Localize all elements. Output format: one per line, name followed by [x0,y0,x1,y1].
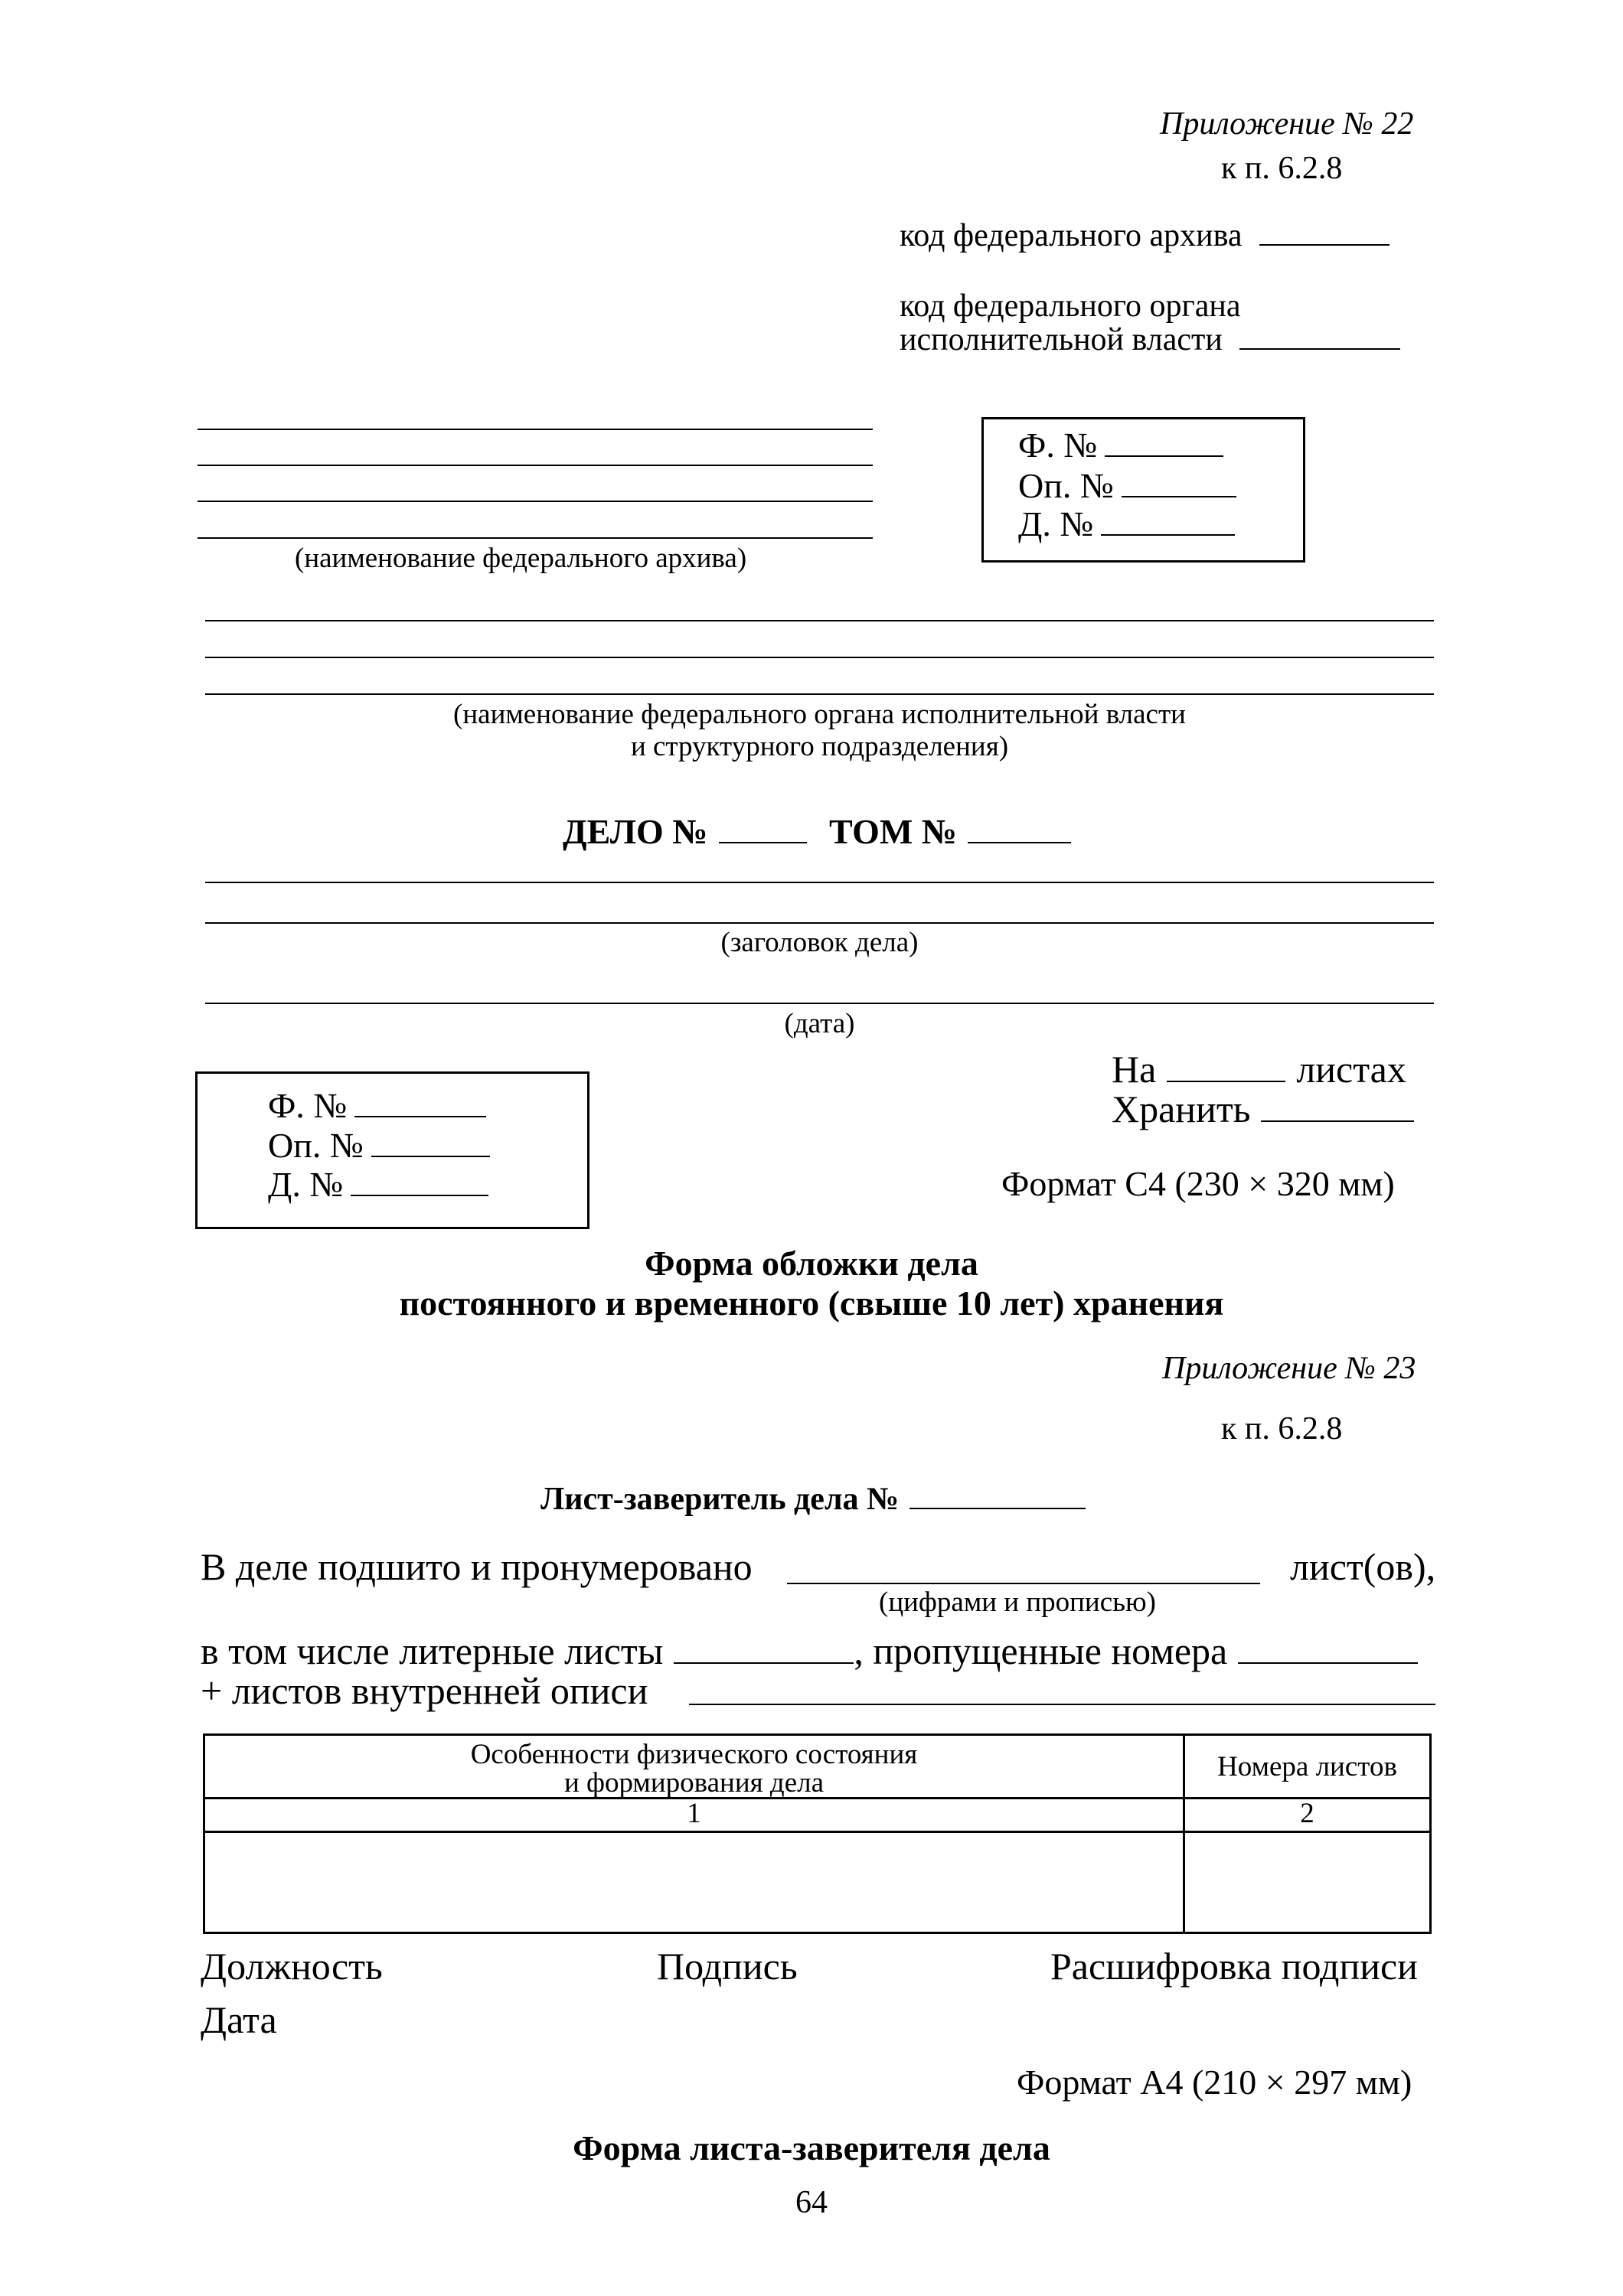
organ-code-label-line2: исполнительной власти [900,322,1223,357]
archive-name-line [198,501,873,502]
sheets-unit-label: лист(ов), [1290,1545,1436,1588]
appendix-23-title: Приложение № 23 [1162,1351,1416,1386]
case-title-line [205,882,1434,883]
archive-name-line [198,537,873,539]
volume-number-label: ТОМ № [829,812,958,851]
case-title-line [205,922,1434,924]
position-label: Должность [201,1945,383,1988]
archive-code-blank [1259,244,1390,246]
delo-blank [351,1195,488,1196]
table-header-sheet-numbers: Номера листов [1184,1735,1431,1799]
certifier-form-caption: Форма листа-заверителя дела [573,2128,1050,2167]
bottom-stamp-delo [268,1164,488,1205]
table-header-row [204,1735,1431,1799]
organ-code-field [900,321,1400,358]
signature-decoding-label: Расшифровка подписи [1050,1945,1418,1988]
certifier-number-blank [909,1508,1086,1509]
sewn-numbered-label: В деле подшито и пронумеровано [201,1545,753,1588]
organ-name-caption-line2: и структурного подразделения) [630,731,1009,762]
archive-name-caption: (наименование федерального архива) [295,543,747,574]
top-stamp-fond [1018,425,1223,465]
sheets-on-label: На [1112,1048,1157,1091]
table-row [204,1832,1431,1933]
features-header-line1: Особенности физического состояния [470,1739,918,1770]
case-number-blank [719,842,807,843]
archive-code-field [900,217,1390,254]
literal-sheets-field [201,1629,1418,1673]
opis-label: Оп. № [268,1126,364,1165]
opis-blank [1122,496,1236,497]
format-c4: Формат С4 (230 × 320 мм) [1001,1164,1395,1203]
cover-form-caption-line2: постоянного и временного (свыше 10 лет) хранения [399,1283,1224,1322]
cover-form-caption-line1: Форма обложки дела [645,1244,978,1283]
signature-label: Подпись [657,1945,798,1988]
archive-name-line [198,429,873,430]
top-stamp-delo [1018,504,1235,544]
missing-numbers-blank [1238,1662,1418,1664]
delo-label: Д. № [1018,504,1094,543]
case-title-caption: (заголовок дела) [720,927,919,958]
inventory-sheets-blank [689,1704,1435,1705]
fond-label: Ф. № [268,1086,348,1125]
table-column-number-2: 2 [1184,1799,1431,1832]
fond-blank [1105,455,1223,457]
appendix-22-title: Приложение № 22 [1160,106,1414,142]
fond-label: Ф. № [1018,426,1098,465]
features-header-line2: и формирования дела [563,1767,825,1799]
fond-blank [354,1116,486,1117]
appendix-23-ref: к п. 6.2.8 [1221,1411,1343,1446]
table-cell-sheet-numbers [1184,1832,1431,1933]
archive-name-line [198,465,873,466]
digits-words-caption: (цифрами и прописью) [879,1587,1156,1618]
inventory-sheets-label: + листов внутренней описи [201,1669,648,1712]
sheets-count-field [1112,1047,1406,1091]
case-volume-heading [563,811,1071,852]
table-header-features [204,1735,1184,1799]
delo-blank [1101,534,1235,536]
missing-numbers-label: , пропущенные номера [854,1629,1228,1672]
organ-name-line [205,620,1434,621]
physical-state-table [203,1733,1432,1934]
certifier-heading [540,1481,1086,1518]
delo-label: Д. № [268,1165,344,1204]
opis-label: Оп. № [1018,466,1114,505]
date-caption: (дата) [784,1008,855,1039]
storage-term-blank [1261,1120,1414,1122]
top-stamp-opis [1018,465,1236,506]
storage-term-label: Хранить [1112,1088,1251,1130]
sheets-count-blank [1167,1081,1285,1082]
table-number-row [204,1799,1431,1832]
opis-blank [371,1156,490,1157]
organ-name-line [205,693,1434,695]
date-label: Дата [201,1998,277,2041]
organ-name-caption-line1: (наименование федерального органа исполнительной власти [453,699,1186,730]
literal-sheets-blank [674,1662,854,1664]
table-column-number-1: 1 [204,1799,1184,1832]
page-number: 64 [795,2185,828,2220]
organ-code-label-line1: код федерального органа [900,289,1241,324]
archive-code-label: код федерального архива [900,218,1243,253]
bottom-stamp-fond [268,1085,486,1126]
sheets-total-blank [787,1583,1260,1584]
literal-sheets-label: в том числе литерные листы [201,1629,664,1672]
sheets-word: листах [1296,1048,1406,1091]
table-cell-features [204,1832,1184,1933]
organ-name-line [205,657,1434,658]
volume-number-blank [968,842,1071,843]
appendix-22-ref: к п. 6.2.8 [1221,151,1343,186]
storage-term-field [1112,1087,1414,1131]
case-number-label: ДЕЛО № [563,812,708,851]
format-a4: Формат А4 (210 × 297 мм) [1017,2063,1412,2102]
bottom-stamp-opis [268,1125,490,1166]
organ-code-blank [1239,348,1400,350]
date-line [205,1003,1434,1004]
certifier-heading-label: Лист-заверитель дела № [540,1482,900,1517]
